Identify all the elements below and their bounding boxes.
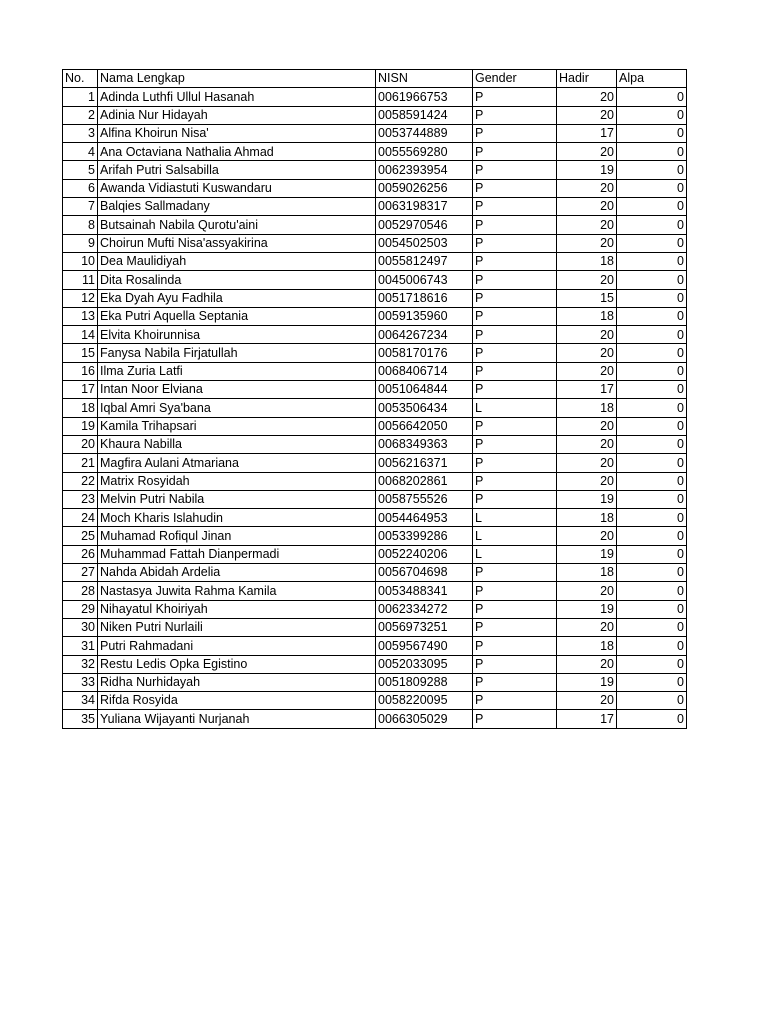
table-row [63, 179, 687, 197]
cell-nisn: 0054464953 [376, 509, 473, 527]
cell-alpa: 0 [617, 326, 687, 344]
cell-hadir: 20 [557, 362, 617, 380]
cell-nama-lengkap: Eka Dyah Ayu Fadhila [98, 289, 376, 307]
cell-gender: P [473, 673, 557, 691]
cell-gender: P [473, 271, 557, 289]
cell-hadir: 19 [557, 673, 617, 691]
cell-hadir: 18 [557, 252, 617, 270]
cell-hadir: 20 [557, 692, 617, 710]
cell-no: 20 [63, 435, 98, 453]
cell-alpa: 0 [617, 344, 687, 362]
cell-gender: P [473, 564, 557, 582]
cell-nama-lengkap: Fanysa Nabila Firjatullah [98, 344, 376, 362]
cell-gender: P [473, 106, 557, 124]
cell-alpa: 0 [617, 271, 687, 289]
cell-hadir: 17 [557, 381, 617, 399]
cell-alpa: 0 [617, 88, 687, 106]
cell-nisn: 0058755526 [376, 490, 473, 508]
table-row [63, 637, 687, 655]
header-row [63, 70, 687, 88]
cell-nisn: 0052970546 [376, 216, 473, 234]
table-row [63, 692, 687, 710]
header-gender: Gender [473, 70, 557, 88]
cell-nisn: 0068406714 [376, 362, 473, 380]
cell-no: 12 [63, 289, 98, 307]
cell-hadir: 19 [557, 600, 617, 618]
cell-nama-lengkap: Awanda Vidiastuti Kuswandaru [98, 179, 376, 197]
cell-gender: P [473, 490, 557, 508]
cell-no: 18 [63, 399, 98, 417]
cell-nama-lengkap: Nihayatul Khoiriyah [98, 600, 376, 618]
table-row [63, 527, 687, 545]
cell-alpa: 0 [617, 655, 687, 673]
cell-nisn: 0056704698 [376, 564, 473, 582]
cell-hadir: 17 [557, 710, 617, 728]
cell-nisn: 0064267234 [376, 326, 473, 344]
cell-hadir: 18 [557, 399, 617, 417]
table-row [63, 271, 687, 289]
cell-no: 28 [63, 582, 98, 600]
cell-hadir: 20 [557, 618, 617, 636]
cell-nama-lengkap: Melvin Putri Nabila [98, 490, 376, 508]
cell-no: 13 [63, 307, 98, 325]
cell-hadir: 19 [557, 545, 617, 563]
cell-no: 5 [63, 161, 98, 179]
cell-nisn: 0056642050 [376, 417, 473, 435]
cell-alpa: 0 [617, 710, 687, 728]
cell-hadir: 20 [557, 417, 617, 435]
cell-alpa: 0 [617, 564, 687, 582]
table-row [63, 216, 687, 234]
cell-hadir: 20 [557, 179, 617, 197]
cell-gender: P [473, 618, 557, 636]
cell-no: 11 [63, 271, 98, 289]
cell-hadir: 18 [557, 637, 617, 655]
cell-alpa: 0 [617, 454, 687, 472]
table-row [63, 362, 687, 380]
cell-alpa: 0 [617, 618, 687, 636]
cell-hadir: 20 [557, 216, 617, 234]
cell-alpa: 0 [617, 198, 687, 216]
cell-no: 32 [63, 655, 98, 673]
table-row [63, 472, 687, 490]
cell-hadir: 20 [557, 271, 617, 289]
cell-gender: P [473, 435, 557, 453]
cell-hadir: 19 [557, 161, 617, 179]
table-row [63, 289, 687, 307]
table-row [63, 307, 687, 325]
cell-alpa: 0 [617, 252, 687, 270]
table-row [63, 618, 687, 636]
cell-nisn: 0055569280 [376, 143, 473, 161]
cell-nisn: 0062334272 [376, 600, 473, 618]
cell-hadir: 20 [557, 198, 617, 216]
cell-gender: P [473, 252, 557, 270]
cell-nisn: 0063198317 [376, 198, 473, 216]
cell-nisn: 0053399286 [376, 527, 473, 545]
cell-no: 7 [63, 198, 98, 216]
cell-nama-lengkap: Choirun Mufti Nisa'assyakirina [98, 234, 376, 252]
table-row [63, 198, 687, 216]
cell-nama-lengkap: Nahda Abidah Ardelia [98, 564, 376, 582]
cell-hadir: 20 [557, 582, 617, 600]
cell-nama-lengkap: Adinda Luthfi Ullul Hasanah [98, 88, 376, 106]
table-row [63, 234, 687, 252]
cell-alpa: 0 [617, 234, 687, 252]
cell-nisn: 0055812497 [376, 252, 473, 270]
cell-nama-lengkap: Niken Putri Nurlaili [98, 618, 376, 636]
cell-no: 19 [63, 417, 98, 435]
cell-gender: P [473, 289, 557, 307]
cell-nama-lengkap: Dita Rosalinda [98, 271, 376, 289]
cell-alpa: 0 [617, 417, 687, 435]
cell-nama-lengkap: Restu Ledis Opka Egistino [98, 655, 376, 673]
cell-nama-lengkap: Moch Kharis Islahudin [98, 509, 376, 527]
cell-no: 35 [63, 710, 98, 728]
cell-gender: L [473, 527, 557, 545]
cell-nama-lengkap: Eka Putri Aquella Septania [98, 307, 376, 325]
cell-nama-lengkap: Ilma Zuria Latfi [98, 362, 376, 380]
cell-no: 15 [63, 344, 98, 362]
cell-nama-lengkap: Khaura Nabilla [98, 435, 376, 453]
cell-gender: P [473, 307, 557, 325]
cell-no: 30 [63, 618, 98, 636]
cell-hadir: 17 [557, 124, 617, 142]
cell-hadir: 20 [557, 143, 617, 161]
cell-no: 10 [63, 252, 98, 270]
cell-alpa: 0 [617, 143, 687, 161]
cell-no: 23 [63, 490, 98, 508]
cell-gender: P [473, 326, 557, 344]
table-row [63, 545, 687, 563]
cell-no: 2 [63, 106, 98, 124]
header-hadir: Hadir [557, 70, 617, 88]
cell-nisn: 0056973251 [376, 618, 473, 636]
cell-nisn: 0052240206 [376, 545, 473, 563]
cell-nama-lengkap: Butsainah Nabila Qurotu'aini [98, 216, 376, 234]
cell-no: 21 [63, 454, 98, 472]
cell-gender: P [473, 198, 557, 216]
cell-no: 22 [63, 472, 98, 490]
table-row [63, 143, 687, 161]
cell-no: 14 [63, 326, 98, 344]
cell-nama-lengkap: Intan Noor Elviana [98, 381, 376, 399]
cell-gender: P [473, 637, 557, 655]
cell-nisn: 0059135960 [376, 307, 473, 325]
table-row [63, 582, 687, 600]
cell-alpa: 0 [617, 692, 687, 710]
cell-alpa: 0 [617, 673, 687, 691]
cell-alpa: 0 [617, 106, 687, 124]
cell-hadir: 20 [557, 344, 617, 362]
cell-gender: P [473, 454, 557, 472]
cell-nama-lengkap: Adinia Nur Hidayah [98, 106, 376, 124]
cell-hadir: 20 [557, 655, 617, 673]
cell-no: 29 [63, 600, 98, 618]
cell-gender: P [473, 417, 557, 435]
cell-nama-lengkap: Ridha Nurhidayah [98, 673, 376, 691]
cell-gender: P [473, 216, 557, 234]
cell-nama-lengkap: Yuliana Wijayanti Nurjanah [98, 710, 376, 728]
cell-nama-lengkap: Arifah Putri Salsabilla [98, 161, 376, 179]
cell-no: 8 [63, 216, 98, 234]
cell-alpa: 0 [617, 600, 687, 618]
cell-nama-lengkap: Alfina Khoirun Nisa' [98, 124, 376, 142]
cell-gender: P [473, 344, 557, 362]
cell-gender: P [473, 472, 557, 490]
cell-hadir: 20 [557, 454, 617, 472]
cell-alpa: 0 [617, 637, 687, 655]
cell-hadir: 20 [557, 527, 617, 545]
cell-alpa: 0 [617, 435, 687, 453]
cell-alpa: 0 [617, 527, 687, 545]
cell-nisn: 0051064844 [376, 381, 473, 399]
cell-nisn: 0061966753 [376, 88, 473, 106]
cell-nisn: 0053488341 [376, 582, 473, 600]
cell-no: 25 [63, 527, 98, 545]
cell-alpa: 0 [617, 472, 687, 490]
cell-nisn: 0051718616 [376, 289, 473, 307]
cell-nisn: 0053506434 [376, 399, 473, 417]
table-row [63, 381, 687, 399]
cell-nisn: 0051809288 [376, 673, 473, 691]
cell-nisn: 0066305029 [376, 710, 473, 728]
cell-gender: L [473, 399, 557, 417]
table-row [63, 490, 687, 508]
cell-nisn: 0045006743 [376, 271, 473, 289]
cell-alpa: 0 [617, 490, 687, 508]
table-row [63, 600, 687, 618]
cell-no: 31 [63, 637, 98, 655]
cell-hadir: 20 [557, 88, 617, 106]
cell-nama-lengkap: Matrix Rosyidah [98, 472, 376, 490]
cell-gender: L [473, 509, 557, 527]
table-row [63, 673, 687, 691]
cell-gender: P [473, 710, 557, 728]
cell-alpa: 0 [617, 289, 687, 307]
cell-hadir: 20 [557, 234, 617, 252]
cell-nama-lengkap: Balqies Sallmadany [98, 198, 376, 216]
cell-hadir: 18 [557, 307, 617, 325]
cell-nama-lengkap: Putri Rahmadani [98, 637, 376, 655]
cell-alpa: 0 [617, 179, 687, 197]
cell-gender: P [473, 692, 557, 710]
header-alpa: Alpa [617, 70, 687, 88]
cell-nisn: 0053744889 [376, 124, 473, 142]
cell-nisn: 0068202861 [376, 472, 473, 490]
cell-nisn: 0059026256 [376, 179, 473, 197]
cell-nisn: 0068349363 [376, 435, 473, 453]
cell-hadir: 20 [557, 106, 617, 124]
table-row [63, 252, 687, 270]
cell-nisn: 0058591424 [376, 106, 473, 124]
cell-alpa: 0 [617, 399, 687, 417]
cell-alpa: 0 [617, 307, 687, 325]
cell-nama-lengkap: Dea Maulidiyah [98, 252, 376, 270]
cell-hadir: 20 [557, 435, 617, 453]
cell-gender: P [473, 234, 557, 252]
table-row [63, 106, 687, 124]
cell-hadir: 20 [557, 472, 617, 490]
header-nisn: NISN [376, 70, 473, 88]
cell-alpa: 0 [617, 545, 687, 563]
cell-no: 17 [63, 381, 98, 399]
cell-alpa: 0 [617, 161, 687, 179]
cell-no: 4 [63, 143, 98, 161]
cell-nama-lengkap: Kamila Trihapsari [98, 417, 376, 435]
cell-no: 3 [63, 124, 98, 142]
cell-gender: P [473, 582, 557, 600]
cell-nama-lengkap: Rifda Rosyida [98, 692, 376, 710]
cell-gender: P [473, 179, 557, 197]
cell-gender: P [473, 143, 557, 161]
cell-no: 9 [63, 234, 98, 252]
cell-hadir: 15 [557, 289, 617, 307]
table-body [63, 88, 687, 728]
cell-nama-lengkap: Magfira Aulani Atmariana [98, 454, 376, 472]
cell-alpa: 0 [617, 582, 687, 600]
cell-nama-lengkap: Muhammad Fattah Dianpermadi [98, 545, 376, 563]
cell-no: 27 [63, 564, 98, 582]
cell-gender: L [473, 545, 557, 563]
table-row [63, 655, 687, 673]
cell-alpa: 0 [617, 362, 687, 380]
table-row [63, 710, 687, 728]
header-no: No. [63, 70, 98, 88]
table-row [63, 399, 687, 417]
cell-nama-lengkap: Iqbal Amri Sya'bana [98, 399, 376, 417]
cell-nisn: 0062393954 [376, 161, 473, 179]
cell-alpa: 0 [617, 216, 687, 234]
cell-no: 24 [63, 509, 98, 527]
cell-no: 6 [63, 179, 98, 197]
cell-no: 26 [63, 545, 98, 563]
cell-nisn: 0052033095 [376, 655, 473, 673]
table-row [63, 454, 687, 472]
cell-hadir: 19 [557, 490, 617, 508]
table-row [63, 564, 687, 582]
cell-gender: P [473, 88, 557, 106]
cell-nisn: 0058220095 [376, 692, 473, 710]
cell-nama-lengkap: Elvita Khoirunnisa [98, 326, 376, 344]
table-row [63, 326, 687, 344]
cell-hadir: 20 [557, 326, 617, 344]
cell-alpa: 0 [617, 124, 687, 142]
cell-nama-lengkap: Nastasya Juwita Rahma Kamila [98, 582, 376, 600]
cell-hadir: 18 [557, 564, 617, 582]
table-row [63, 509, 687, 527]
cell-no: 33 [63, 673, 98, 691]
cell-gender: P [473, 362, 557, 380]
table-row [63, 435, 687, 453]
cell-nisn: 0059567490 [376, 637, 473, 655]
cell-no: 34 [63, 692, 98, 710]
cell-nama-lengkap: Ana Octaviana Nathalia Ahmad [98, 143, 376, 161]
cell-alpa: 0 [617, 381, 687, 399]
header-nama-lengkap: Nama Lengkap [98, 70, 376, 88]
cell-nisn: 0056216371 [376, 454, 473, 472]
cell-gender: P [473, 124, 557, 142]
cell-no: 1 [63, 88, 98, 106]
cell-gender: P [473, 600, 557, 618]
attendance-table [62, 69, 687, 729]
table-row [63, 344, 687, 362]
table-row [63, 417, 687, 435]
cell-gender: P [473, 381, 557, 399]
cell-gender: P [473, 161, 557, 179]
cell-gender: P [473, 655, 557, 673]
cell-no: 16 [63, 362, 98, 380]
table-row [63, 124, 687, 142]
cell-nisn: 0058170176 [376, 344, 473, 362]
cell-hadir: 18 [557, 509, 617, 527]
table-row [63, 161, 687, 179]
cell-nisn: 0054502503 [376, 234, 473, 252]
table-row [63, 88, 687, 106]
cell-alpa: 0 [617, 509, 687, 527]
cell-nama-lengkap: Muhamad Rofiqul Jinan [98, 527, 376, 545]
